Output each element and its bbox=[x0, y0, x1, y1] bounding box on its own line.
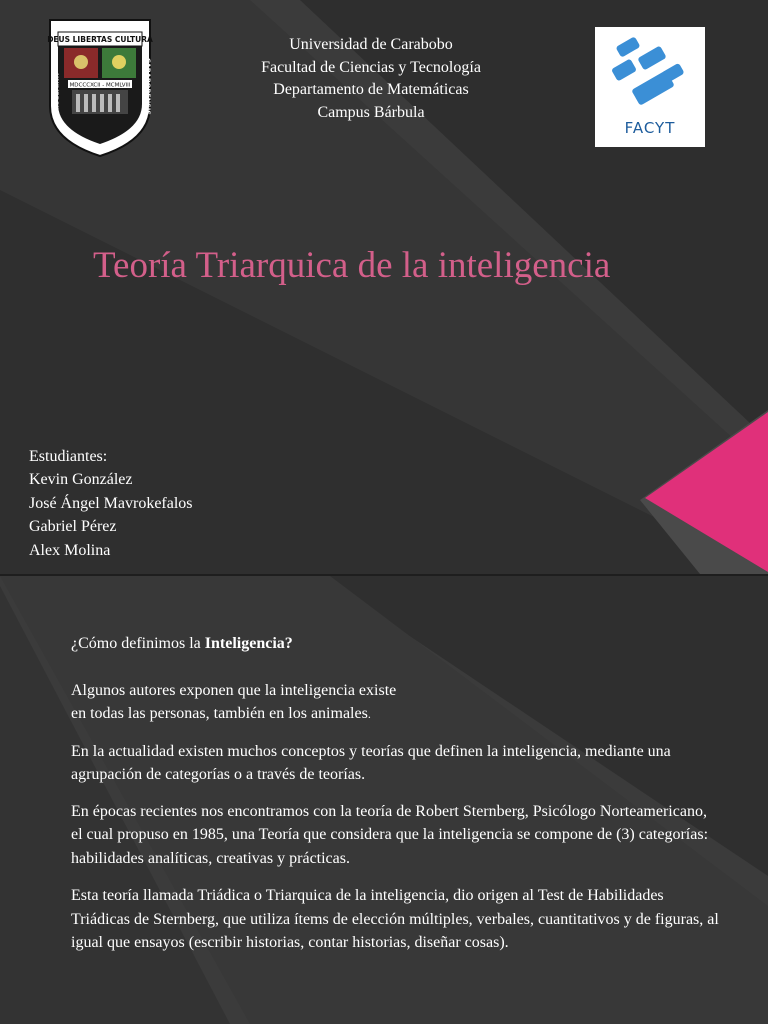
svg-text:MDCCCXCII - MCMLVIII: MDCCCXCII - MCMLVIII bbox=[69, 82, 131, 89]
question: ¿Cómo definimos la Inteligencia? bbox=[71, 635, 293, 652]
campus-name: Campus Bárbula bbox=[317, 103, 425, 121]
students-heading: Estudiantes: bbox=[29, 448, 108, 465]
svg-text:FACYT: FACYT bbox=[624, 119, 676, 137]
student-name: Kevin González bbox=[29, 471, 133, 489]
svg-text:DEUS LIBERTAS CULTURA: DEUS LIBERTAS CULTURA bbox=[47, 35, 153, 44]
student-name: Gabriel Pérez bbox=[29, 518, 117, 536]
university-name: Universidad de Carabobo bbox=[289, 36, 453, 53]
paragraph-4: Esta teoría llamada Triádica o Triarquica de la inteligencia, dio origen al Test de Habilidades Triádicas de Sternberg, que utiliza ítems de elección múltiples, verbales, cuantitativos y de figuras, al igual que ensayos (escribir historias, contar historias, diseñar cosas). bbox=[71, 887, 719, 951]
department-name: Departamento de Matemáticas bbox=[273, 81, 469, 98]
svg-text:UNIVERSITAS: UNIVERSITAS bbox=[52, 73, 60, 122]
paragraph-2: En la actualidad existen muchos conceptos y teorías que definen la inteligencia, mediante una agrupación de categorías o a través de teorías. bbox=[71, 742, 671, 783]
slide-title: Teoría Triarquica de la inteligencia bbox=[93, 245, 611, 286]
institution-header bbox=[170, 34, 572, 124]
paragraph-3: En épocas recientes nos encontramos con la teoría de Robert Sternberg, Psicólogo Norteamericano, el cual propuso en 1985, una Teoría que considera que la inteligencia se compone de (3) categorías: habilidades analíticas, creativas y prácticas. bbox=[71, 802, 709, 867]
slide-content bbox=[71, 632, 721, 955]
content-slide bbox=[0, 576, 768, 1024]
question-bold: Inteligencia? bbox=[204, 635, 293, 652]
paragraph-1: Algunos autores exponen que la inteligencia existe en todas las personas, también en los animales. bbox=[71, 681, 397, 722]
student-name: José Ángel Mavrokefalos bbox=[29, 494, 193, 512]
students-list bbox=[29, 445, 193, 562]
student-name: Alex Molina bbox=[29, 541, 111, 559]
svg-text:CARABOBENSIS: CARABOBENSIS bbox=[144, 58, 152, 115]
faculty-name: Facultad de Ciencias y Tecnología bbox=[261, 58, 481, 76]
university-crest bbox=[46, 18, 154, 158]
facyt-logo bbox=[595, 27, 705, 147]
